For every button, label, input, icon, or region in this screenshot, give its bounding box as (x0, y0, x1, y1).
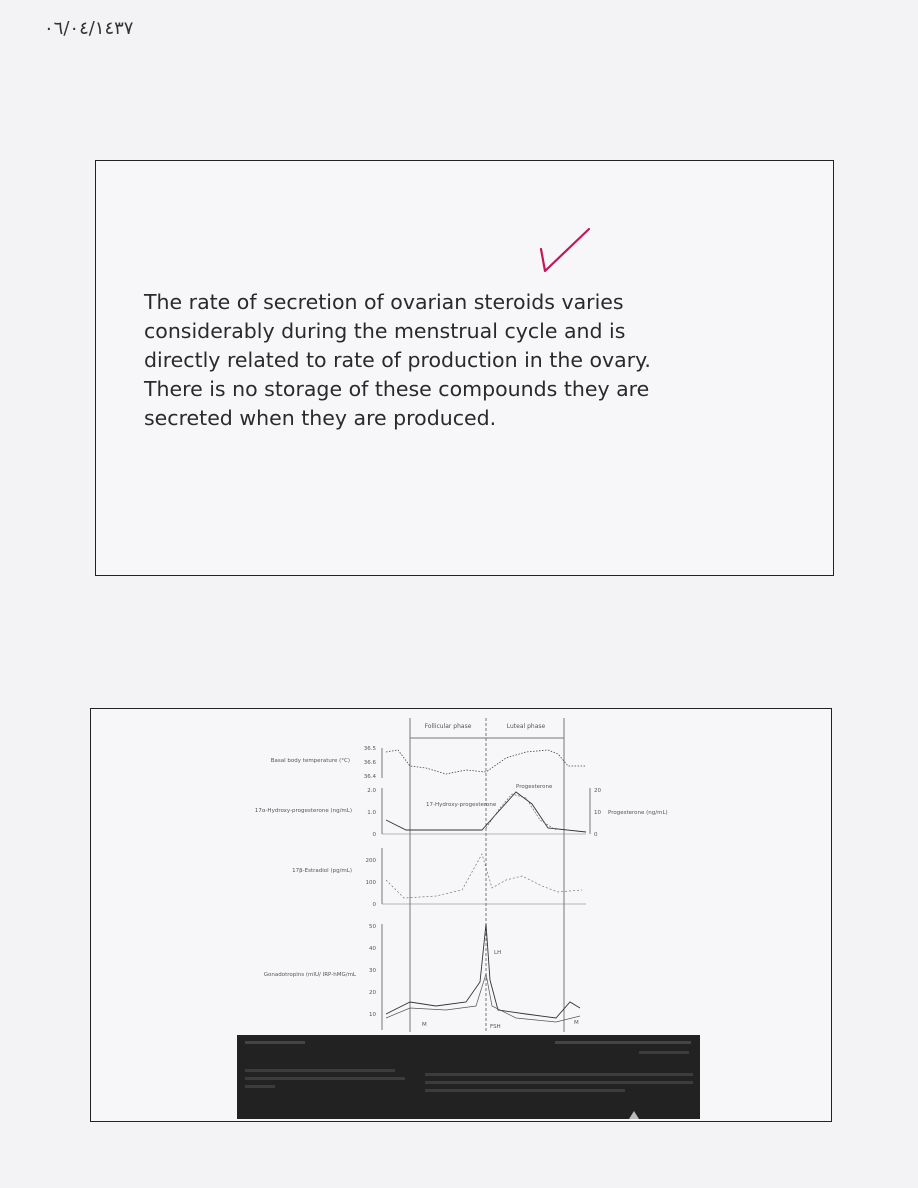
tick: 100 (365, 880, 376, 886)
annotation-progesterone-axis: Progesterone (ng/mL) (608, 810, 668, 816)
tick: 200 (365, 858, 376, 864)
tick: 50 (369, 924, 376, 930)
label-estradiol: 17β-Estradiol (pg/mL) (292, 868, 352, 874)
scroll-up-icon (629, 1111, 639, 1119)
tick: 20 (369, 990, 376, 996)
label-gonadotropins: Gonadotropins (mIU/ IRP-hMG/mL (263, 972, 356, 978)
annotation-m-right: M (574, 1020, 579, 1026)
tick: 10 (369, 1012, 376, 1018)
tick: 40 (369, 946, 376, 952)
slide-paragraph (144, 288, 654, 433)
label-temperature: Basal body temperature (°C) (270, 758, 350, 764)
menstrual-cycle-figure (254, 712, 706, 1037)
phase-luteal: Luteal phase (506, 723, 546, 730)
annotation-fsh: FSH (490, 1024, 501, 1030)
tick: 36.5 (363, 746, 376, 752)
annotation-progesterone: Progesterone (516, 784, 553, 790)
tick: 0 (372, 902, 376, 908)
tick: 20 (594, 788, 601, 794)
paragraph-line: secreted when they are produced. (144, 406, 497, 430)
paragraph-line: directly related to rate of production in the ovary. (144, 348, 651, 372)
estradiol-curve (386, 854, 582, 898)
tick: 0 (372, 832, 376, 838)
annotation-lh: LH (494, 950, 502, 956)
caption-noise-right (425, 1039, 695, 1115)
fsh-curve (386, 974, 580, 1022)
tick: 2.0 (367, 788, 376, 794)
lh-curve (386, 924, 580, 1018)
phase-follicular: Follicular phase (424, 723, 472, 730)
caption-noise-left (243, 1039, 418, 1115)
label-hydroxyprogesterone: 17α-Hydroxy-progesterone (ng/mL) (254, 808, 352, 814)
checkmark-icon (535, 225, 595, 275)
caption-overlay (237, 1035, 700, 1119)
tick: 1.0 (367, 810, 376, 816)
tick: 0 (594, 832, 598, 838)
handwritten-date: ٠٦/٠٤/١٤٣٧ (44, 18, 134, 39)
tick: 36.6 (363, 760, 376, 766)
tick: 10 (594, 810, 601, 816)
annotation-m-left: M (422, 1022, 427, 1028)
annotation-hydroxy: 17-Hydroxy-progesterone (426, 802, 497, 808)
paragraph-line: The rate of secretion of ovarian steroids varies (144, 290, 624, 314)
tick: 30 (369, 968, 376, 974)
tick: 36.4 (363, 774, 376, 780)
paragraph-line: considerably during the menstrual cycle and is (144, 319, 626, 343)
paragraph-line: There is no storage of these compounds they are (144, 377, 650, 401)
